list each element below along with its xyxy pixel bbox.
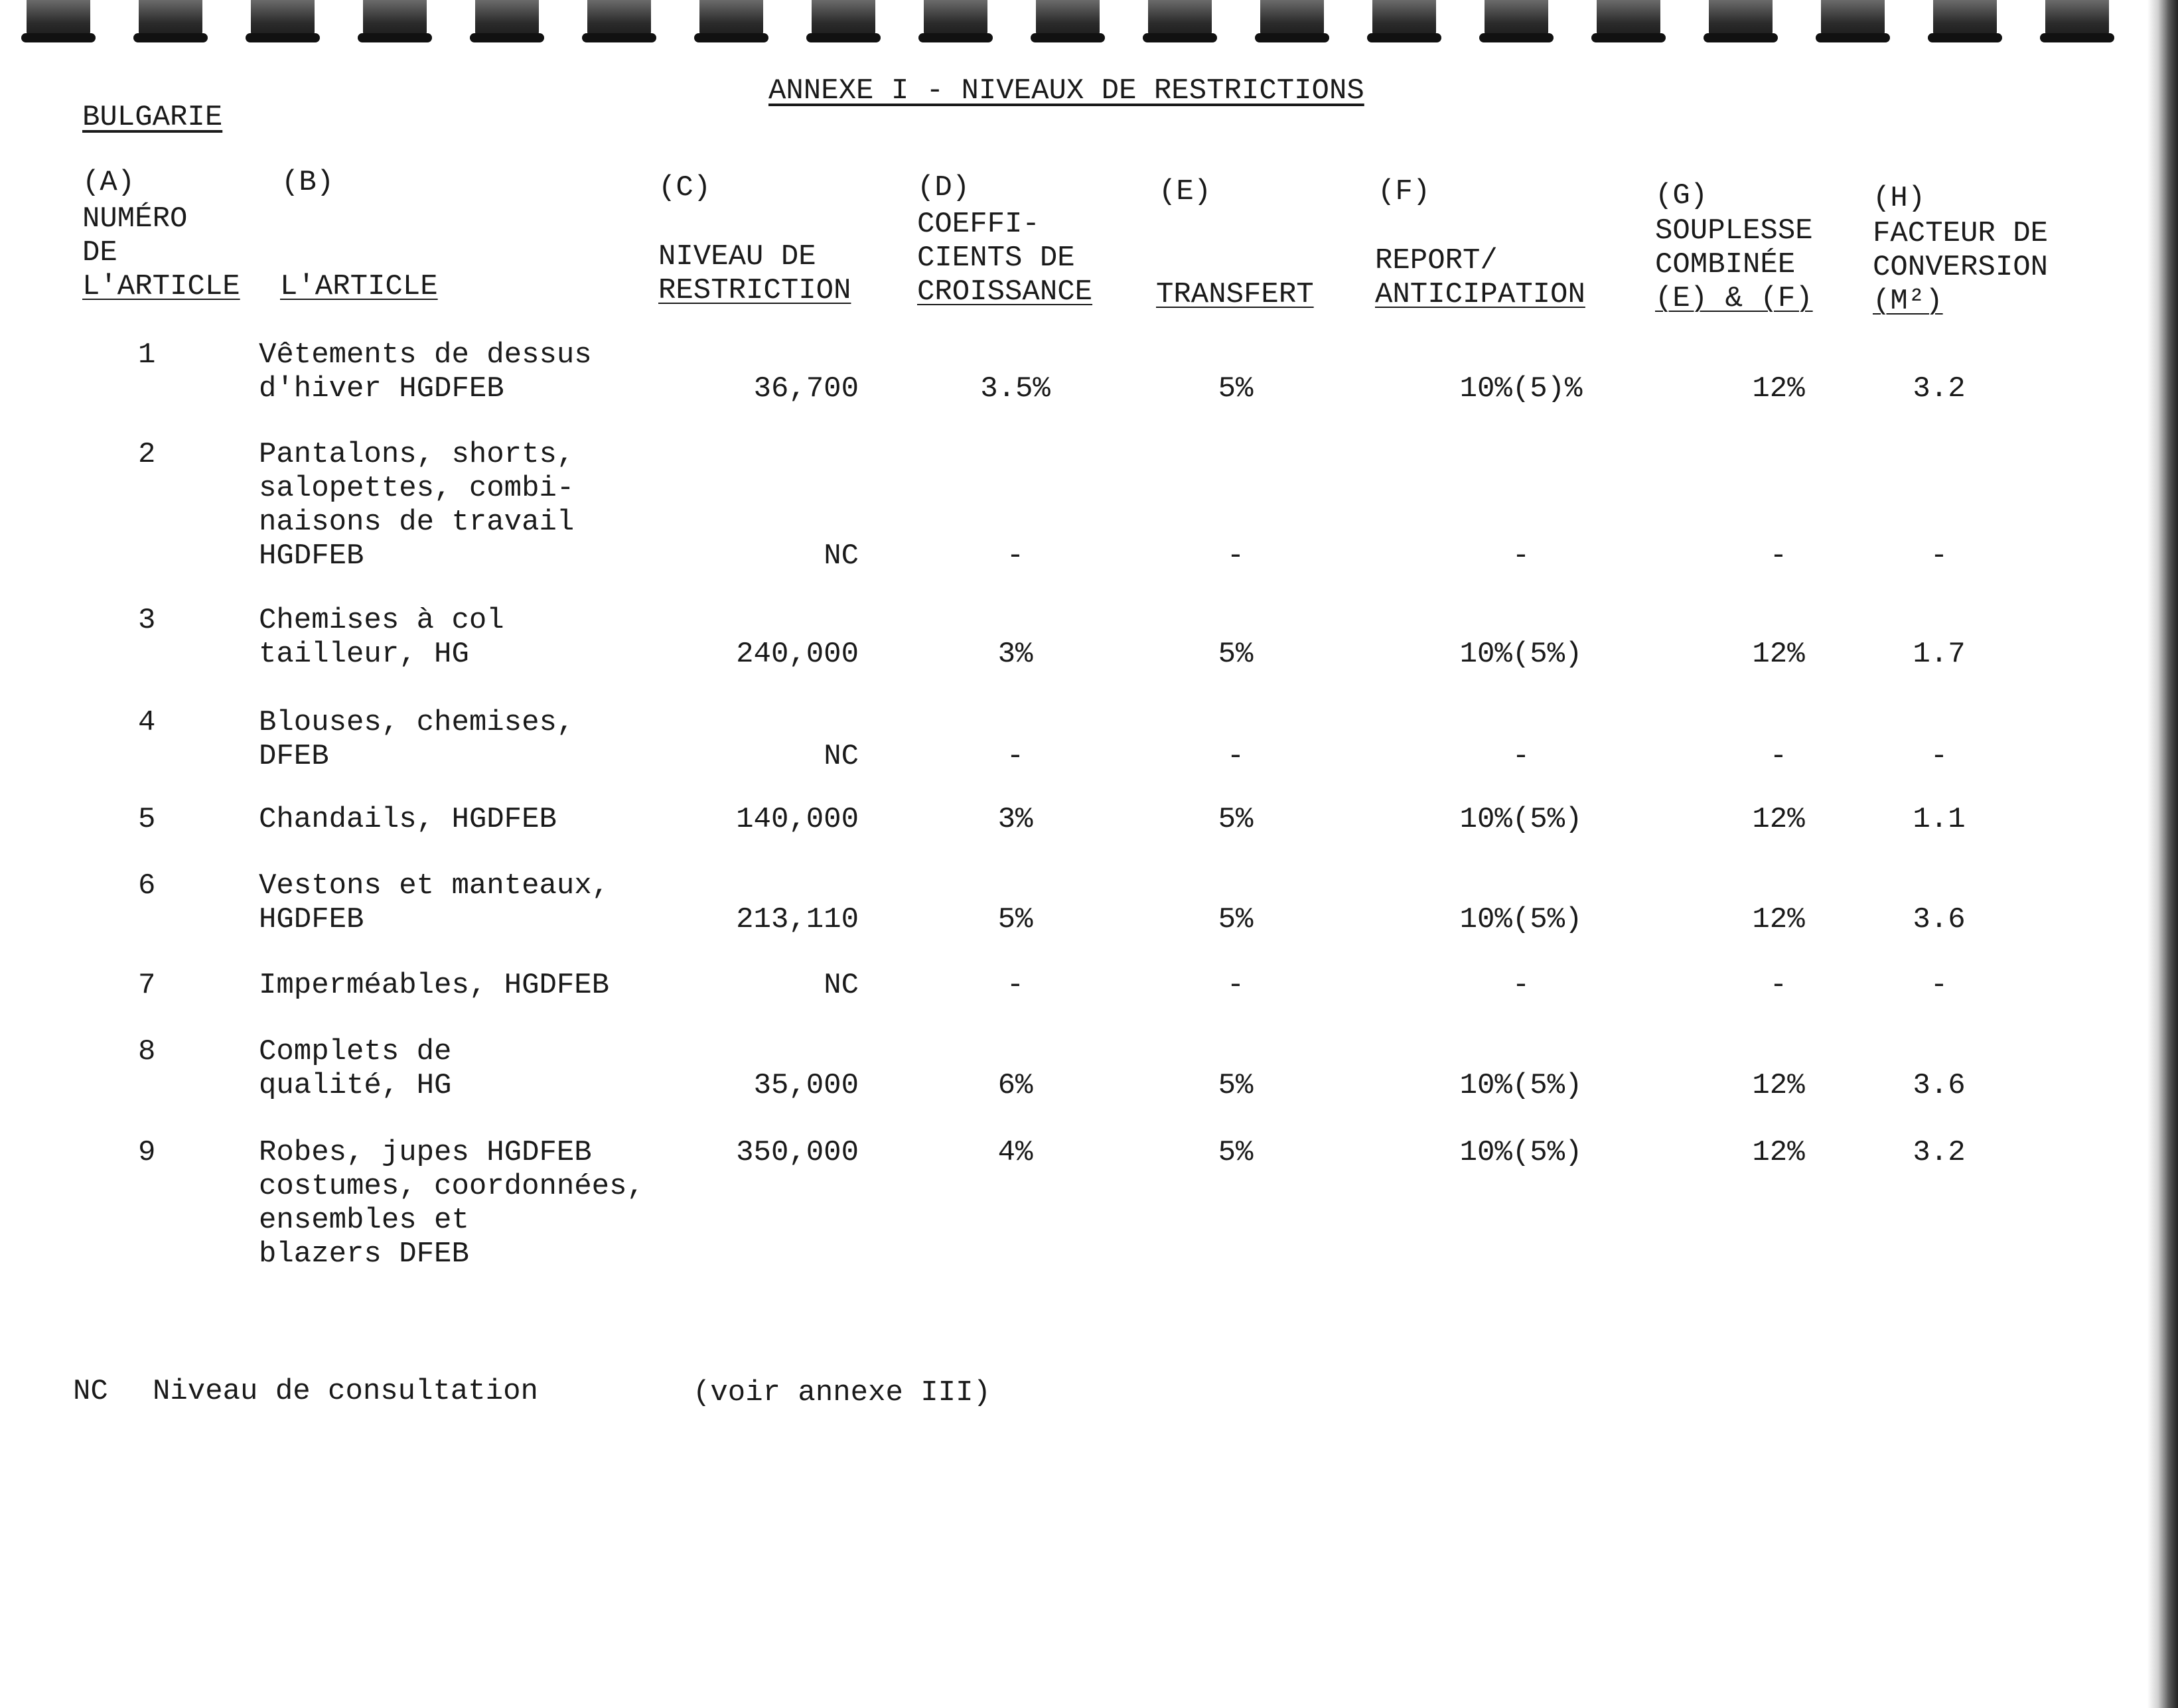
cell-growth-coefficient: 3.5%: [980, 372, 1051, 405]
cell-article-description: Complets de qualité, HG: [259, 1035, 452, 1102]
spiral-binding: [0, 0, 2178, 60]
cell-article-description: Imperméables, HGDFEB: [259, 969, 610, 1002]
cell-transfer: 5%: [1218, 372, 1254, 405]
header-a-letter: (A): [82, 166, 135, 199]
cell-transfer: 5%: [1218, 803, 1254, 836]
header-c-line2: RESTRICTION: [658, 274, 851, 307]
cell-restriction-level: 36,700: [753, 372, 859, 405]
cell-growth-coefficient: -: [1006, 539, 1025, 573]
cell-carryover: 10%(5%): [1459, 1069, 1583, 1102]
cell-conversion-factor: 3.6: [1913, 903, 1966, 936]
cell-restriction-level: 35,000: [753, 1069, 859, 1102]
header-g-letter: (G): [1655, 179, 1708, 212]
binding-ring: [27, 0, 90, 38]
binding-ring: [1485, 0, 1548, 38]
cell-restriction-level: 213,110: [736, 903, 859, 936]
cell-conversion-factor: 1.1: [1913, 803, 1966, 836]
cell-growth-coefficient: 5%: [997, 903, 1033, 936]
cell-transfer: 5%: [1218, 1069, 1254, 1102]
header-h-line1: FACTEUR DE: [1873, 217, 2049, 250]
header-d-line3: CROISSANCE: [917, 275, 1093, 309]
cell-article-number: 4: [138, 706, 156, 739]
footnote-reference: (voir annexe III): [693, 1376, 991, 1409]
cell-transfer: -: [1226, 969, 1245, 1002]
cell-article-number: 1: [138, 338, 156, 372]
binding-ring: [2045, 0, 2109, 38]
cell-growth-coefficient: 3%: [997, 638, 1033, 671]
page-title: ANNEXE I - NIVEAUX DE RESTRICTIONS: [768, 74, 1364, 107]
header-h-line2: CONVERSION: [1873, 251, 2049, 284]
cell-article-description: Blouses, chemises, DFEB: [259, 706, 575, 773]
binding-ring: [1148, 0, 1212, 38]
header-g-line2: COMBINÉE: [1655, 248, 1796, 281]
cell-conversion-factor: 3.2: [1913, 1136, 1966, 1169]
cell-article-number: 9: [138, 1136, 156, 1169]
cell-transfer: -: [1226, 539, 1245, 573]
cell-carryover: -: [1512, 539, 1530, 573]
cell-combined-flexibility: 12%: [1752, 903, 1805, 936]
cell-article-description: Chandails, HGDFEB: [259, 803, 557, 836]
header-h-line3: (M²): [1873, 285, 1943, 318]
binding-ring: [1372, 0, 1436, 38]
cell-restriction-level: 350,000: [736, 1136, 859, 1169]
header-d-line1: COEFFI-: [917, 208, 1040, 241]
cell-combined-flexibility: -: [1769, 969, 1788, 1002]
binding-ring: [1597, 0, 1660, 38]
cell-combined-flexibility: 12%: [1752, 1069, 1805, 1102]
cell-combined-flexibility: -: [1769, 539, 1788, 573]
binding-ring: [1821, 0, 1885, 38]
cell-restriction-level: NC: [824, 969, 859, 1002]
cell-conversion-factor: -: [1930, 539, 1948, 573]
cell-combined-flexibility: 12%: [1752, 372, 1805, 405]
cell-restriction-level: 240,000: [736, 638, 859, 671]
cell-combined-flexibility: -: [1769, 740, 1788, 773]
header-e-line1: TRANSFERT: [1156, 278, 1314, 311]
header-e-letter: (E): [1159, 175, 1212, 208]
cell-carryover: 10%(5%): [1459, 803, 1583, 836]
cell-article-number: 3: [138, 604, 156, 637]
cell-article-description: Vêtements de dessus d'hiver HGDFEB: [259, 338, 592, 405]
cell-article-number: 2: [138, 438, 156, 471]
header-a-line3: L'ARTICLE: [82, 270, 240, 303]
cell-article-description: Vestons et manteaux, HGDFEB: [259, 869, 610, 936]
cell-conversion-factor: -: [1930, 969, 1948, 1002]
header-f-line1: REPORT/: [1375, 244, 1498, 277]
binding-ring: [812, 0, 875, 38]
binding-ring: [139, 0, 202, 38]
cell-restriction-level: NC: [824, 539, 859, 573]
cell-carryover: 10%(5%): [1459, 1136, 1583, 1169]
binding-ring: [251, 0, 315, 38]
binding-ring: [699, 0, 763, 38]
cell-growth-coefficient: 3%: [997, 803, 1033, 836]
page-spine-edge: [2147, 0, 2178, 1708]
cell-conversion-factor: 3.2: [1913, 372, 1966, 405]
binding-ring: [924, 0, 987, 38]
cell-carryover: -: [1512, 740, 1530, 773]
cell-combined-flexibility: 12%: [1752, 803, 1805, 836]
cell-article-description: Chemises à col tailleur, HG: [259, 604, 504, 671]
footnote-label: Niveau de consultation: [153, 1375, 538, 1408]
cell-restriction-level: 140,000: [736, 803, 859, 836]
cell-article-description: Robes, jupes HGDFEB costumes, coordonnées, ensembles et blazers DFEB: [259, 1136, 644, 1271]
cell-carryover: 10%(5%): [1459, 638, 1583, 671]
binding-ring: [1260, 0, 1324, 38]
cell-transfer: -: [1226, 740, 1245, 773]
cell-conversion-factor: 3.6: [1913, 1069, 1966, 1102]
cell-transfer: 5%: [1218, 638, 1254, 671]
cell-growth-coefficient: -: [1006, 969, 1025, 1002]
cell-growth-coefficient: -: [1006, 740, 1025, 773]
binding-ring: [1933, 0, 1997, 38]
header-b-line1: L'ARTICLE: [280, 270, 438, 303]
header-d-line2: CIENTS DE: [917, 242, 1075, 275]
cell-article-number: 7: [138, 969, 156, 1002]
header-g-line3: (E) & (F): [1655, 282, 1813, 315]
cell-growth-coefficient: 6%: [997, 1069, 1033, 1102]
header-c-line1: NIVEAU DE: [658, 240, 816, 273]
binding-ring: [363, 0, 427, 38]
header-f-line2: ANTICIPATION: [1375, 278, 1585, 311]
footnote-abbr: NC: [73, 1375, 108, 1408]
header-b-letter: (B): [281, 166, 334, 199]
cell-transfer: 5%: [1218, 1136, 1254, 1169]
header-g-line1: SOUPLESSE: [1655, 214, 1813, 248]
cell-article-number: 8: [138, 1035, 156, 1068]
cell-article-number: 6: [138, 869, 156, 902]
header-c-letter: (C): [658, 171, 711, 204]
header-a-line2: DE: [82, 236, 117, 269]
cell-conversion-factor: -: [1930, 740, 1948, 773]
cell-carryover: 10%(5)%: [1459, 372, 1583, 405]
binding-ring: [1709, 0, 1773, 38]
cell-article-number: 5: [138, 803, 156, 836]
cell-combined-flexibility: 12%: [1752, 1136, 1805, 1169]
cell-conversion-factor: 1.7: [1913, 638, 1966, 671]
header-d-letter: (D): [917, 171, 970, 204]
cell-growth-coefficient: 4%: [997, 1136, 1033, 1169]
header-h-letter: (H): [1873, 182, 1926, 215]
cell-carryover: -: [1512, 969, 1530, 1002]
country-label: BULGARIE: [82, 101, 223, 134]
header-a-line1: NUMÉRO: [82, 202, 188, 236]
binding-ring: [475, 0, 539, 38]
cell-transfer: 5%: [1218, 903, 1254, 936]
binding-ring: [587, 0, 651, 38]
cell-carryover: 10%(5%): [1459, 903, 1583, 936]
header-f-letter: (F): [1378, 175, 1431, 208]
cell-combined-flexibility: 12%: [1752, 638, 1805, 671]
cell-restriction-level: NC: [824, 740, 859, 773]
binding-ring: [1036, 0, 1100, 38]
cell-article-description: Pantalons, shorts, salopettes, combi- naisons de travail HGDFEB: [259, 438, 575, 573]
